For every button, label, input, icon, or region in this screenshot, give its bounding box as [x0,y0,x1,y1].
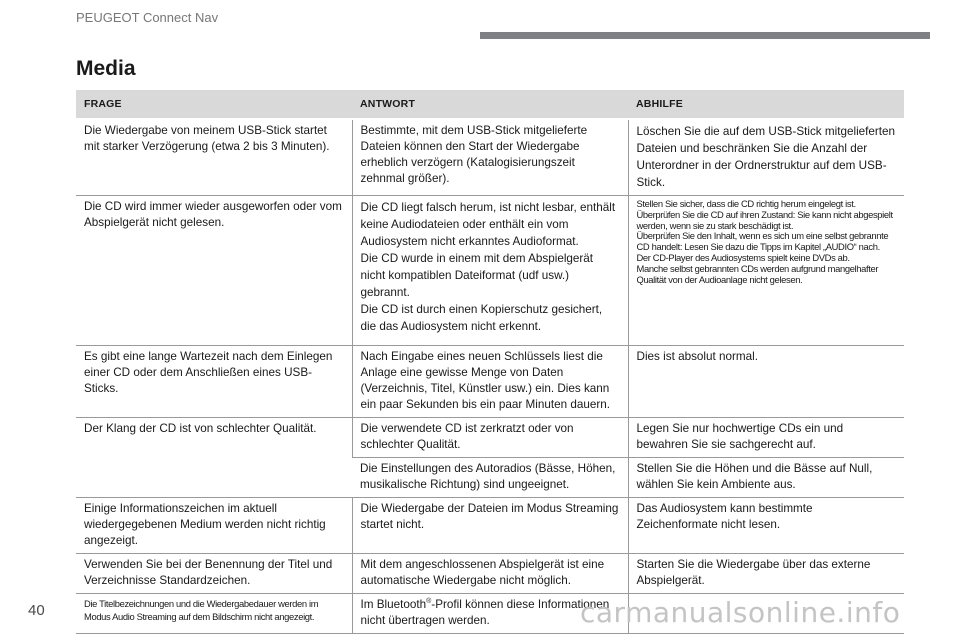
section-title: Media [76,57,136,80]
frage-cell: Die CD wird immer wieder ausgeworfen oder vom Abspielgerät nicht gelesen. [76,196,352,346]
antwort-cell: Die CD liegt falsch herum, ist nicht lesbar, enthält keine Audiodateien oder enthält ein vom Audiosystem nicht erkanntes Audioformat. Die CD wurde in einem mit dem Abspielgerät nicht kompatiblen Dateiformat (udf usw.) gebrannt. Die CD ist durch einen Kopierschutz gesichert, die das Audiosystem nicht erkennt. [352,196,628,346]
antwort-cell: Die Wiedergabe der Dateien im Modus Streaming startet nicht. [352,498,628,554]
antwort-text-prefix: Im Bluetooth [360,598,427,611]
antwort-text-suffix: -Profil können diese Informationen nicht übertragen werden. [360,598,610,627]
header-bar [480,32,930,39]
abhilfe-cell: Legen Sie nur hochwertige CDs ein und bewahren Sie sie sachgerecht auf. [628,418,904,458]
column-header-antwort: ANTWORT [352,90,628,119]
abhilfe-cell: Starten Sie die Wiedergabe über das externe Abspielgerät. [628,554,904,594]
column-header-abhilfe: ABHILFE [628,90,904,119]
frage-cell: Es gibt eine lange Wartezeit nach dem Einlegen einer CD oder dem Anschließen eines USB-Sticks. [76,346,352,418]
frage-cell: Die Wiedergabe von meinem USB-Stick startet mit starker Verzögerung (etwa 2 bis 3 Minuten). [76,119,352,196]
antwort-cell: Die verwendete CD ist zerkratzt oder von schlechter Qualität. [352,418,628,458]
table-row [76,196,904,346]
frage-cell: Die Titelbezeichnungen und die Wiedergabedauer werden im Modus Audio Streaming auf dem Bildschirm nicht angezeigt. [76,594,352,634]
table-row [76,119,904,196]
running-header: PEUGEOT Connect Nav [76,10,219,25]
column-header-frage: FRAGE [76,90,352,119]
watermark: carmanualsonline.info [580,596,901,629]
antwort-cell: Mit dem angeschlossenen Abspielgerät ist eine automatische Wiedergabe nicht möglich. [352,554,628,594]
page-number: 40 [28,602,45,619]
table-row [76,498,904,554]
antwort-cell: Die Einstellungen des Autoradios (Bässe, Höhen, musikalische Richtung) sind ungeeignet. [352,458,628,498]
abhilfe-cell: Löschen Sie die auf dem USB-Stick mitgelieferten Dateien und beschränken Sie die Anzahl der Unterordner in der Ordnerstruktur auf dem USB-Stick. [628,119,904,196]
abhilfe-cell: Das Audiosystem kann bestimmte Zeichenformate nicht lesen. [628,498,904,554]
antwort-cell: Bestimmte, mit dem USB-Stick mitgelieferte Dateien können den Start der Wiedergabe erheblich verzögern (Katalogisierungszeit zehnmal größer). [352,119,628,196]
table-row [76,554,904,594]
frage-cell: Einige Informationszeichen im aktuell wiedergegebenen Medium werden nicht richtig angezeigt. [76,498,352,554]
abhilfe-cell: Stellen Sie die Höhen und die Bässe auf Null, wählen Sie kein Ambiente aus. [628,458,904,498]
abhilfe-cell: Dies ist absolut normal. [628,346,904,418]
table-row [76,418,904,458]
abhilfe-cell: Stellen Sie sicher, dass die CD richtig herum eingelegt ist. Überprüfen Sie die CD auf ihren Zustand: Sie kann nicht abgespielt werden, wenn sie zu stark beschädigt ist. Überprüfen Sie den Inhalt, wenn es sich um eine selbst gebrannte CD handelt: Lesen Sie dazu die Tipps im Kapitel „AUDIO“ nach. Der CD-Player des Audiosystems spielt keine DVDs ab. Manche selbst gebrannten CDs werden aufgrund mangelhafter Qualität von der Audioanlage nicht gelesen. [628,196,904,346]
troubleshooting-table [76,90,904,634]
frage-cell: Der Klang der CD ist von schlechter Qualität. [76,418,352,498]
frage-cell: Verwenden Sie bei der Benennung der Titel und Verzeichnisse Standardzeichen. [76,554,352,594]
antwort-cell: Nach Eingabe eines neuen Schlüssels liest die Anlage eine gewisse Menge von Daten (Verzeichnis, Titel, Künstler usw.) ein. Dies kann ein paar Sekunden bis ein paar Minuten dauern. [352,346,628,418]
registered-mark: ® [426,598,432,606]
table-row [76,346,904,418]
table-header-row [76,90,904,119]
